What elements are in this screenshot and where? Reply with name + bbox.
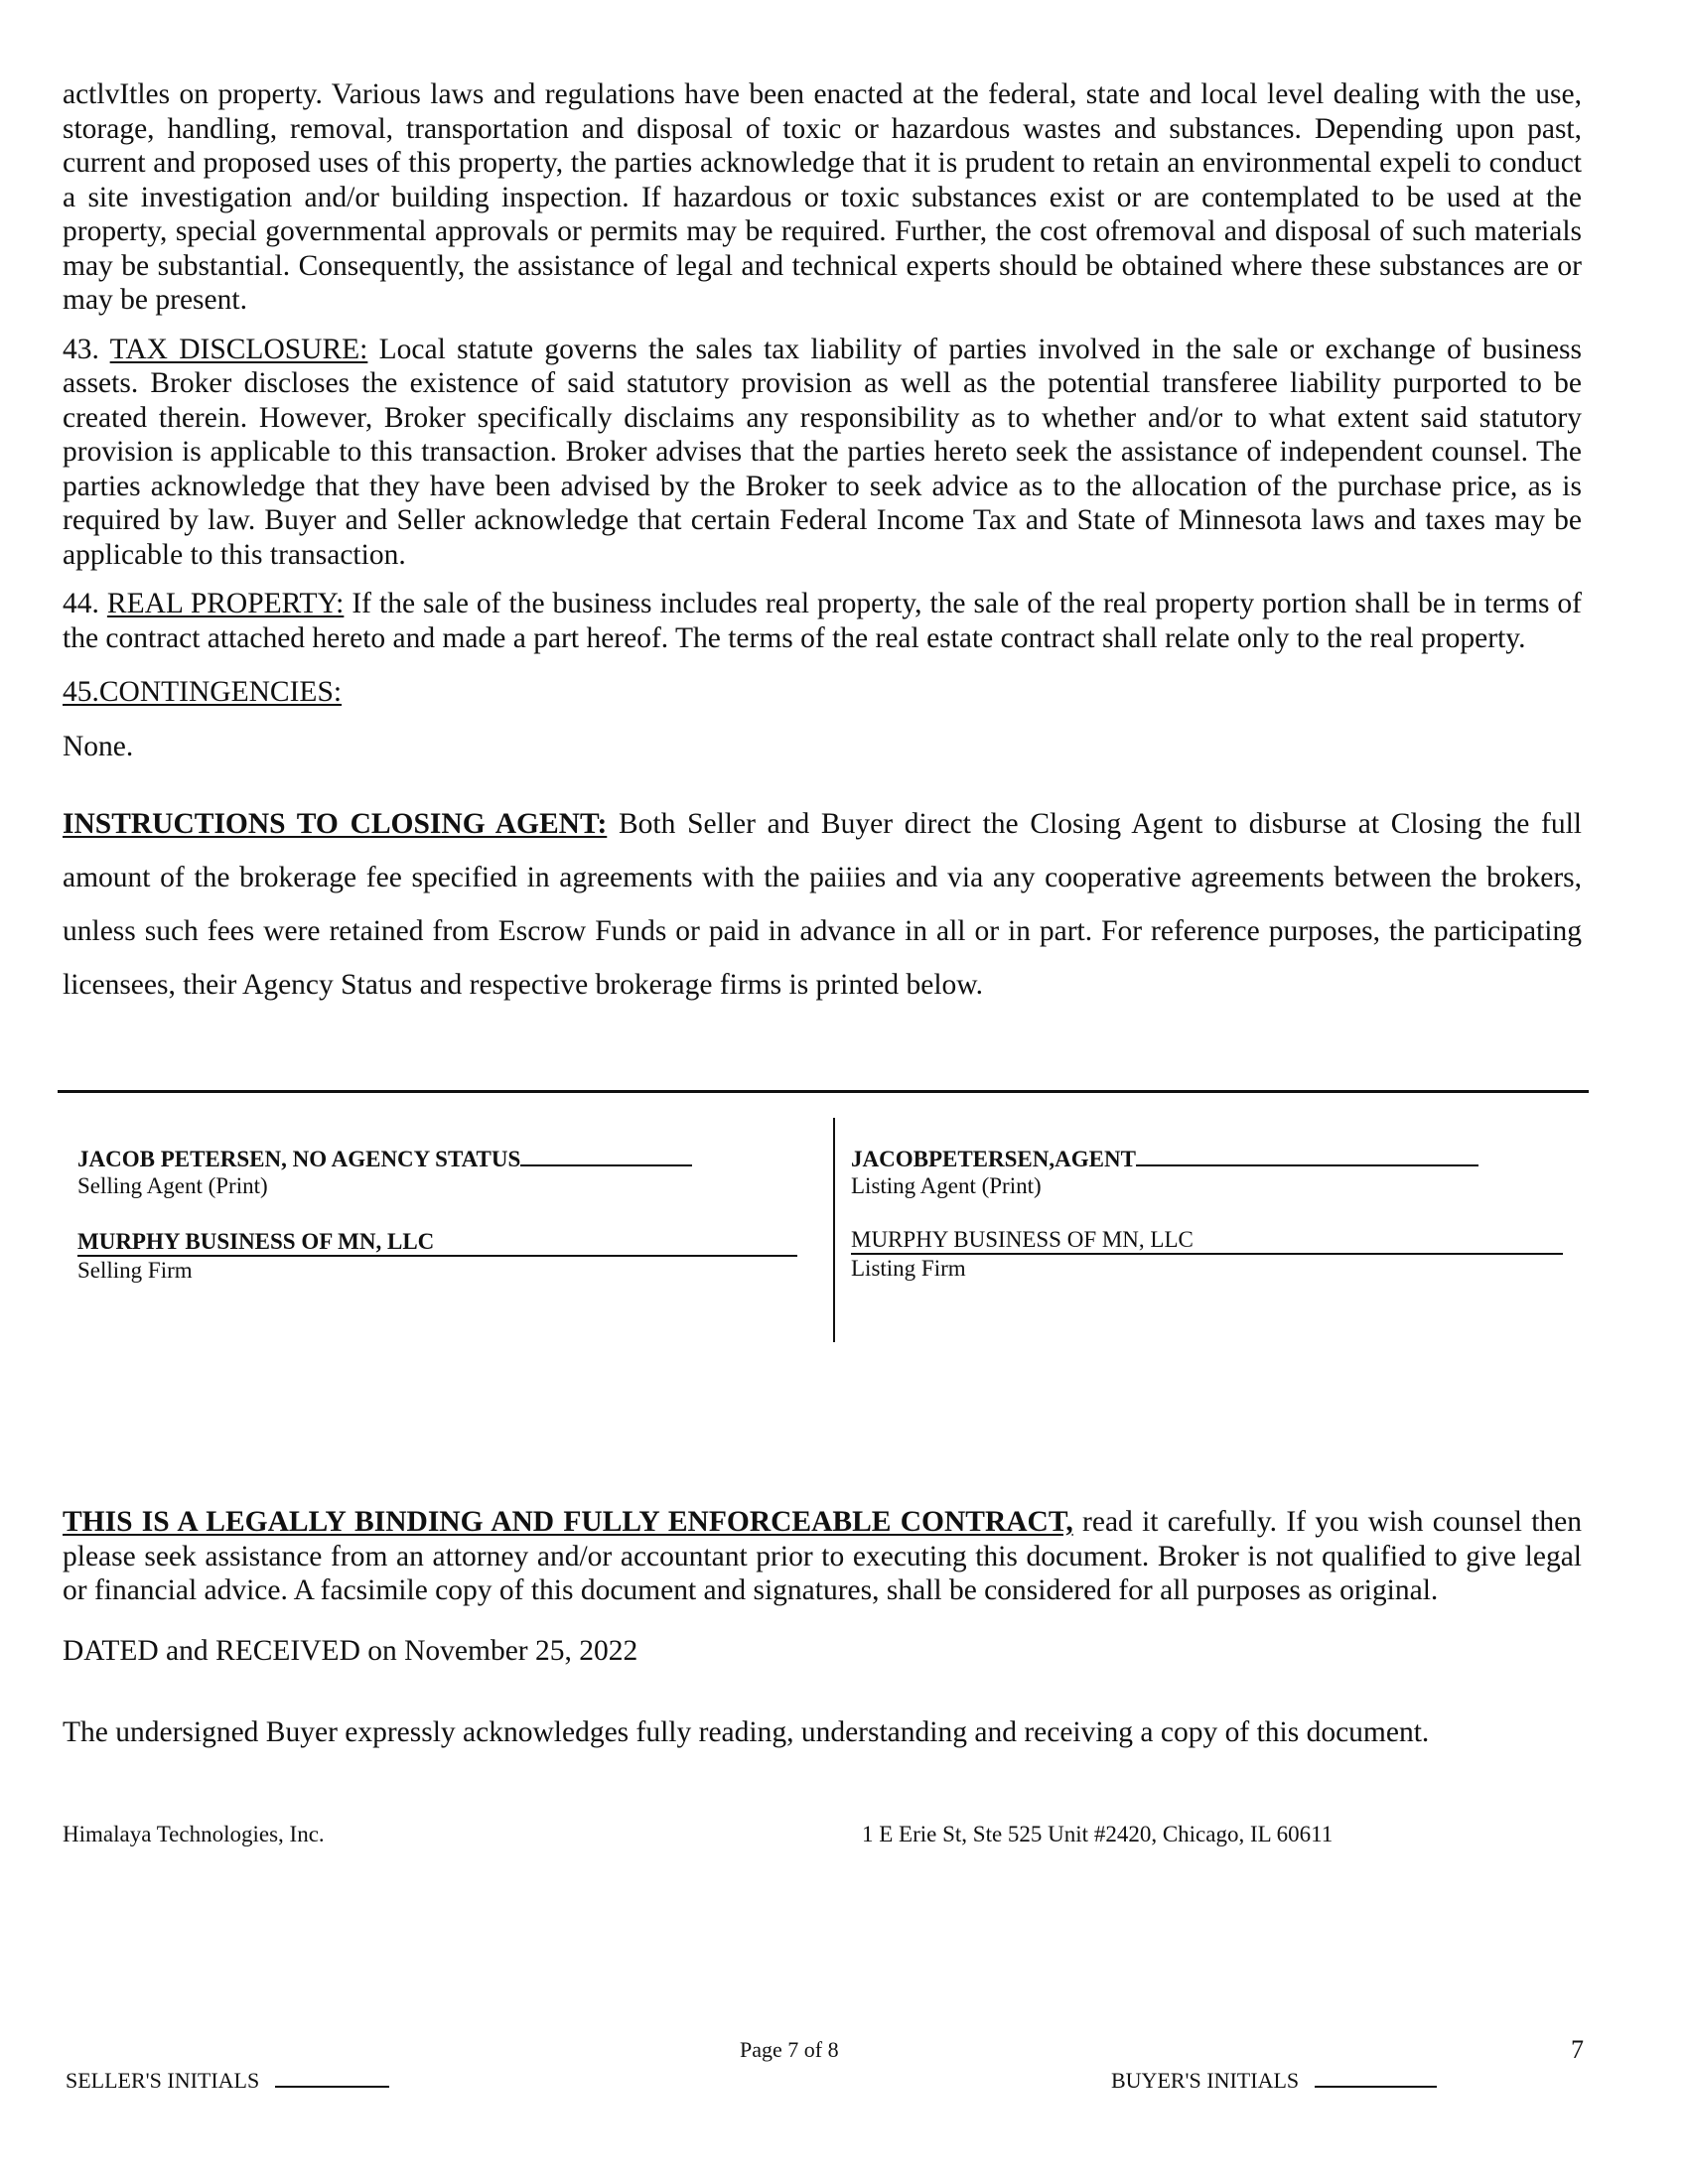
section-44-number: 44. — [63, 588, 99, 619]
selling-agent-name: JACOB PETERSEN, NO AGENCY STATUS — [77, 1147, 521, 1171]
closing-agent-instructions — [63, 797, 1582, 1012]
buyer-address: 1 E Erie St, Ste 525 Unit #2420, Chicago, IL 60611 — [862, 1822, 1334, 1846]
column-divider — [833, 1118, 835, 1342]
dated-received: DATED and RECEIVED on November 25, 2022 — [63, 1634, 638, 1667]
buyer-name: Himalaya Technologies, Inc. — [63, 1822, 325, 1846]
selling-agent-line — [520, 1145, 692, 1166]
section-43-heading: TAX DISCLOSURE: — [109, 333, 368, 365]
seller-initials-line — [275, 2068, 389, 2088]
selling-firm-name: MURPHY BUSINESS OF MN, LLC — [77, 1229, 435, 1254]
section-44-real-property — [63, 587, 1582, 655]
listing-agent-line — [1136, 1145, 1478, 1166]
selling-agent-block — [77, 1145, 692, 1199]
section-divider — [58, 1090, 1589, 1093]
seller-initials-label: SELLER'S INITIALS — [66, 2068, 260, 2093]
selling-agent-caption: Selling Agent (Print) — [77, 1173, 268, 1198]
page-number: 7 — [1571, 2035, 1584, 2064]
buyer-initials-line — [1315, 2068, 1437, 2088]
section-43-tax-disclosure — [63, 333, 1582, 573]
section-44-heading: REAL PROPERTY: — [106, 588, 345, 619]
section-44-text: If the sale of the business includes real property, the sale of the real property portion shall be in terms of the contract attached hereto and made a part hereof. The terms of the real estate contract shall relate only to the real property. — [63, 588, 1582, 654]
listing-agent-caption: Listing Agent (Print) — [851, 1173, 1042, 1198]
binding-text: read it carefully. If you wish counsel then please seek assistance from an attorney and/or accountant prior to executing this document. Broker is not qualified to give legal or financial advice. A facsimile copy of this document and signatures, shall be considered for all purposes as original. — [63, 1506, 1582, 1606]
contract-body — [63, 77, 1582, 1012]
seller-initials — [66, 2068, 389, 2094]
section-43-text: Local statute governs the sales tax liability of parties involved in the sale or exchange of business assets. Broker discloses the existence of said statutory provision as well as the potential transferee liability purported to be created therein. However, Broker specifically disclaims any responsibility as to whether and/or to what extent said statutory provision is applicable to this transaction. Broker advises that the parties hereto seek the assistance of independent counsel. The parties acknowledge that they have been advised by the Broker to seek advice as to the allocation of the purchase price, as is required by law. Buyer and Seller acknowledge that certain Federal Income Tax and State of Minnesota laws and taxes may be applicable to this transaction. — [63, 333, 1583, 571]
listing-agent-block — [851, 1145, 1478, 1199]
listing-firm-caption: Listing Firm — [851, 1256, 966, 1281]
binding-notice — [63, 1505, 1582, 1608]
section-45-text: None. — [63, 730, 134, 762]
selling-firm-block — [77, 1228, 797, 1284]
binding-contract-section — [63, 1505, 1582, 1750]
listing-firm-block — [851, 1226, 1563, 1282]
page-label: Page 7 of 8 — [740, 2037, 839, 2062]
binding-heading: THIS IS A LEGALLY BINDING AND FULLY ENFORCEABLE CONTRACT, — [63, 1506, 1073, 1538]
buyer-initials-label: BUYER'S INITIALS — [1111, 2068, 1300, 2093]
instructions-text: Both Seller and Buyer direct the Closing Agent to disburse at Closing the full amount of the brokerage fee specified in agreements with the paiiies and via any cooperative agreements between the brokers, unless such fees were retained from Escrow Funds or paid in advance in all or in part. For reference purposes, the participating licensees, their Agency Status and respective brokerage firms is printed below. — [63, 808, 1582, 1001]
buyer-initials — [1111, 2068, 1437, 2094]
section-45-heading: 45.CONTINGENCIES: — [63, 676, 343, 708]
selling-firm-caption: Selling Firm — [77, 1258, 193, 1283]
instructions-heading: INSTRUCTIONS TO CLOSING AGENT: — [63, 808, 608, 840]
listing-agent-name: JACOBPETERSEN,AGENT — [851, 1147, 1136, 1171]
section-42-continuation: actlvItles on property. Various laws and regulations have been enacted at the federal, state and local level dealing with the use, storage, handling, removal, transportation and disposal of toxic or hazardous wastes and substances. Depending upon past, current and proposed uses of this property, the parties acknowledge that it is prudent to retain an environmental expeli to conduct a site investigation and/or building inspection. If hazardous or toxic substances exist or are contemplated to be used at the property, special governmental approvals or permits may be required. Further, the cost ofremoval and disposal of such materials may be substantial. Consequently, the assistance of legal and technical experts should be obtained where these substances are or may be present. — [63, 78, 1582, 316]
listing-firm-name: MURPHY BUSINESS OF MN, LLC — [851, 1227, 1194, 1252]
buyer-acknowledgement: The undersigned Buyer expressly acknowledges fully reading, understanding and receiving a copy of this document. — [63, 1716, 1430, 1748]
section-43-number: 43. — [63, 333, 99, 365]
